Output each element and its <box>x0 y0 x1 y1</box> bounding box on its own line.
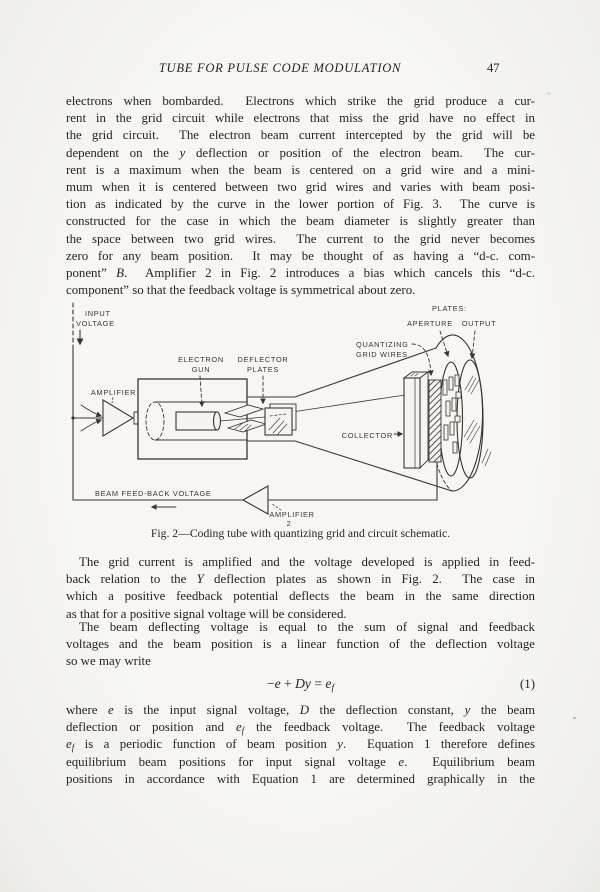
scan-speck <box>573 717 576 719</box>
electron-gun-label-line2: GUN <box>191 365 211 374</box>
amplifier-2-number: 2 <box>286 519 292 528</box>
sum-arrow-bottom <box>81 420 101 431</box>
input-voltage-label-line2: VOLTAGE <box>76 319 115 328</box>
beam-line-gun <box>221 417 266 421</box>
equation-number: (1) <box>519 677 535 691</box>
quantizing-pointer <box>412 344 431 375</box>
plates-heading-label: PLATES: <box>432 304 467 313</box>
deflector-plate-top <box>225 405 263 417</box>
quantizing-label-line1: QUANTIZING <box>356 340 409 349</box>
text-line: tion as indicated by the curve in the lower portion of Fig. 3. The curve is <box>66 197 535 212</box>
deflector-plate-bottom <box>228 420 266 432</box>
text-line: equilibrium beam positions for input signal voltage e. Equilibrium beam <box>66 754 535 769</box>
feedback-label: BEAM FEED-BACK VOLTAGE <box>95 489 212 498</box>
plates-assembly <box>440 360 492 478</box>
figure-2-caption: Fig. 2—Coding tube with quantizing grid and circuit schematic. <box>150 527 451 540</box>
glass-shine-middle <box>464 420 480 443</box>
running-head: TUBE FOR PULSE CODE MODULATION <box>158 61 402 75</box>
amplifier-1-label: AMPLIFIER <box>90 388 137 397</box>
gun-body <box>176 412 217 430</box>
amplifier-2-symbol <box>243 486 268 514</box>
text-line: deflection or position and $e_f$ the feedback voltage. The feedback voltage <box>66 720 536 736</box>
aperture-pointer <box>440 331 448 356</box>
quantizing-label-line2: GRID WIRES <box>356 350 408 359</box>
text-line: ponent” B. Amplifier 2 in Fig. 2 introduces a bias which cancels this “d-c. <box>66 266 535 281</box>
glass-shine-envelope <box>482 449 491 466</box>
grid-wires-strip <box>429 380 441 462</box>
seal-box <box>265 404 296 435</box>
text-line: rent in the grid circuit while electrons that miss the grid have no effect in <box>66 111 535 126</box>
amplifier-2-label: AMPLIFIER <box>269 510 315 519</box>
deflector-label-line2: PLATES <box>247 365 279 374</box>
equation-body: $-e + Dy = e_f$ <box>266 676 335 694</box>
text-line: The beam deflecting voltage is equal to the sum of signal and feedback <box>79 620 535 634</box>
gun-nose <box>214 412 221 430</box>
text-line: the space between two grid wires. The current to the grid never becomes <box>66 231 535 246</box>
text-line: where e is the input signal voltage, D the deflection constant, y the beam <box>66 703 536 717</box>
sum-arrow-top <box>81 405 101 416</box>
output-plate-disc <box>457 360 483 478</box>
deflector-label-line1: DEFLECTOR <box>237 355 289 364</box>
paragraph-2 <box>66 554 535 623</box>
collector-label: COLLECTOR <box>341 431 393 440</box>
scan-speck <box>547 92 551 95</box>
collector-side-face <box>420 372 428 468</box>
input-voltage-section <box>71 303 114 500</box>
page-number: 47 <box>487 61 500 75</box>
amplifier-1-symbol <box>103 400 133 436</box>
text-line: electrons when bombarded. Electrons which strike the grid produce a cur- <box>66 94 535 108</box>
beam-line-drift <box>292 395 405 412</box>
text-line: mum when it is centered between two grid wires and varies with beam posi- <box>66 180 535 195</box>
equation-1 <box>66 676 535 692</box>
text-line: constructed for the case in which the beam diameter is slightly greater than <box>66 214 535 229</box>
text-line: zero for any beam position. It may be thought of as having a “d-c. com- <box>66 248 535 263</box>
text-line: which a positive feedback potential deflects the beam in the same direction <box>66 589 535 604</box>
text-line: The grid current is amplified and the voltage developed is applied in feed- <box>79 555 535 569</box>
electron-gun <box>176 355 224 430</box>
collector <box>342 372 428 468</box>
text-line: the grid circuit. The electron beam current intercepted by the grid will be <box>66 128 535 143</box>
text-line: $e_f$ is a periodic function of beam position y. Equation 1 therefore defines <box>66 737 535 753</box>
amplifier-1 <box>91 388 138 436</box>
input-voltage-label-line1: INPUT <box>85 309 111 318</box>
paragraph-3 <box>66 619 535 671</box>
plates-labels <box>407 304 496 358</box>
text-line: positions in accordance with Equation 1 are determined graphically in the <box>66 771 535 786</box>
glass-shine-top <box>465 376 479 394</box>
text-line: dependent on the y deflection or position of the electron beam. The cur- <box>66 145 536 160</box>
envelope-face <box>436 335 483 491</box>
paragraph-4 <box>66 702 535 788</box>
text-line: component” so that the feedback voltage is symmetrical about zero. <box>66 283 416 298</box>
gun-cylinder-end <box>146 402 164 440</box>
paragraph-1 <box>66 93 535 299</box>
text-line: rent is a maximum when the beam is centered on a grid wire and a mini- <box>66 162 535 177</box>
collector-front-face <box>404 378 420 468</box>
seal-box-front <box>265 408 292 435</box>
text-line: voltages and the beam position is a linear function of the deflection voltage <box>66 637 535 652</box>
output-label: OUTPUT <box>461 319 497 328</box>
figure-2-diagram <box>60 300 542 528</box>
aperture-label: APERTURE <box>407 319 453 328</box>
electron-gun-label-line1: ELECTRON <box>178 355 224 364</box>
amplifier-1-label-tick <box>112 398 113 404</box>
text-line: as that for a positive signal voltage will be considered. <box>66 606 347 621</box>
text-line: back relation to the Y deflection plates as shown in Fig. 2. The case in <box>66 572 535 587</box>
feedback-loop <box>73 462 437 528</box>
text-line: so we may write <box>66 654 151 669</box>
